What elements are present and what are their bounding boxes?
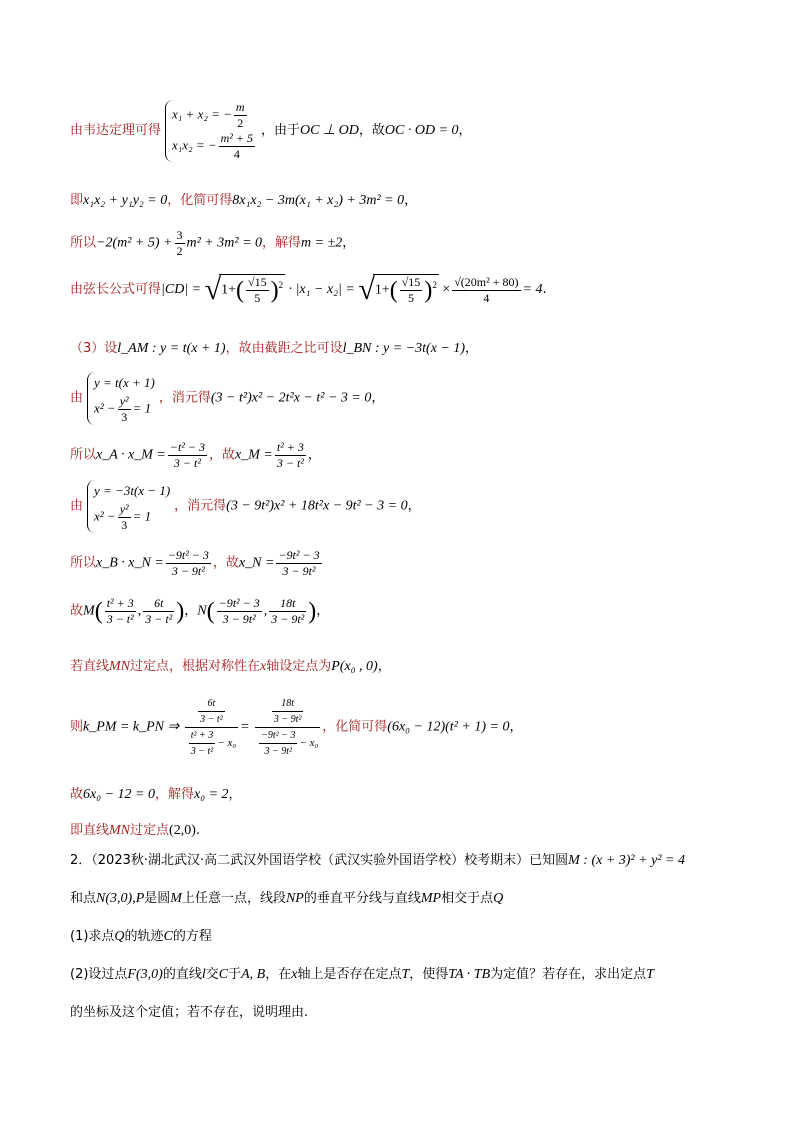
line-vieta: 由韦达定理可得 x₁ + x₂ = − $\frac{m}{2}$ x₁x₂ = − $\frac{\text{m² + 5}}{4}$ ，由于OC ⊥ OD，故OC · OD = 0，: [70, 100, 472, 161]
perp-condition: OC ⊥ OD: [300, 123, 359, 139]
question-2-part-2: (2)设过点F(3,0)的直线l交C于A, B，在x轴上是否存在定点T，使得TA · TB为定值？若存在，求出定点T: [70, 967, 654, 982]
line-system-am: 由 y = t(x + 1) x² − $\frac{\text{y²}}{3}$ = 1 ，消元得(3 − t²)x² − 2t²x − t² − 3 = 0，: [70, 372, 734, 428]
question-2-stem: 2．（2023秋·湖北武汉·高二武汉外国语学校（武汉实验外国语学校）校考期末）已知圆M : (x + 3)² + y² = 4: [70, 853, 685, 868]
dot-product: OC · OD = 0: [384, 123, 459, 139]
line-slopes: 则k_PM = k_PN ⇒ $\frac{6t}{\text{3 − t²}}$ $\frac{\text{t² + 3}}{\text{3 − t²}}$ − x₀ = $\frac{18t}{\text{3 − 9t²}}$ $\frac{\text{−9t² − 3}}{\text{3 − 9t²}}$ − x₀ ，化简可得(6x₀ − 12)(t² + 1) = 0，: [70, 698, 523, 757]
line-conclusion: 即直线MN过定点(2,0).: [70, 823, 200, 838]
line-points-mn: 故M( $\frac{\text{t² + 3}}{\text{3 − t²}}$ , $\frac{6t}{\text{3 − t²}}$ )，N( $\frac{\text{−9t² − 3}}{\text{3 − 9t²}}$ , $\frac{18t}{\text{3 − 9t²}}$ )，: [70, 596, 330, 626]
line-part3-setup: （3）设l_AM : y = t(x + 1)，故由截距之比可设l_BN : y = −3t(x − 1)，: [70, 341, 479, 356]
line-system-bn: 由 y = −3t(x − 1) x² − $\frac{\text{y²}}{3}$ = 1 ，消元得(3 − 9t²)x² + 18t²x − 9t² − 3 = 0，: [70, 480, 734, 536]
question-2-stem-cont: 和点N(3,0),P是圆M上任意一点，线段NP的垂直平分线与直线MP相交于点Q: [70, 891, 504, 906]
question-2-part-2-cont: 的坐标及这个定值；若不存在，说明理由.: [70, 1005, 309, 1020]
line-simplify: 即x₁x₂ + y₁y₂ = 0，化简可得8x₁x₂ − 3m(x₁ + x₂) + 3m² = 0，: [70, 193, 418, 208]
line-fixed-point-setup: 若直线MN过定点，根据对称性在x轴设定点为P(x₀ , 0)，: [70, 659, 391, 674]
line-chord-length: 由弦长公式可得|CD| = √1+( $\frac{√15}{5}$ )$^2$ · |x₁ − x₂| = √1+( $\frac{√15}{5}$ )$^2$ × $\frac{\text{√(20m² + 80)}}{4}$ = 4.: [70, 273, 547, 306]
slope-pm-fraction: $\frac{6t}{\text{3 − t²}}$ $\frac{\text{t² + 3}}{\text{3 − t²}}$ − x₀: [185, 696, 238, 759]
question-2-part-1: (1)求点Q的轨迹C的方程: [70, 929, 212, 944]
line-solve-x0: 故6x₀ − 12 = 0，解得x₀ = 2，: [70, 787, 242, 802]
text-vieta-prefix: 由韦达定理可得: [70, 123, 162, 139]
line-solve-m: 所以−2(m² + 5) + $\frac{3}{2}$ m² + 3m² = 0，解得m = ±2，: [70, 228, 356, 258]
vieta-system: x₁ + x₂ = − $\frac{m}{2}$ x₁x₂ = − $\frac{\text{m² + 5}}{4}$: [165, 100, 257, 162]
slope-pn-fraction: $\frac{18t}{\text{3 − 9t²}}$ $\frac{\text{−9t² − 3}}{\text{3 − 9t²}}$ − x₀: [255, 696, 320, 759]
line-xn: 所以x_B · x_N = $\frac{\text{−9t² − 3}}{\text{3 − 9t²}}$ ，故x_N = $\frac{\text{−9t² − 3}}{\text{3 − 9t²}}$: [70, 548, 320, 578]
line-xm: 所以x_A · x_M = $\frac{\text{−t² − 3}}{\text{3 − t²}}$ ，故x_M = $\frac{\text{t² + 3}}{\text{3 − t²}}$ ，: [70, 440, 321, 470]
